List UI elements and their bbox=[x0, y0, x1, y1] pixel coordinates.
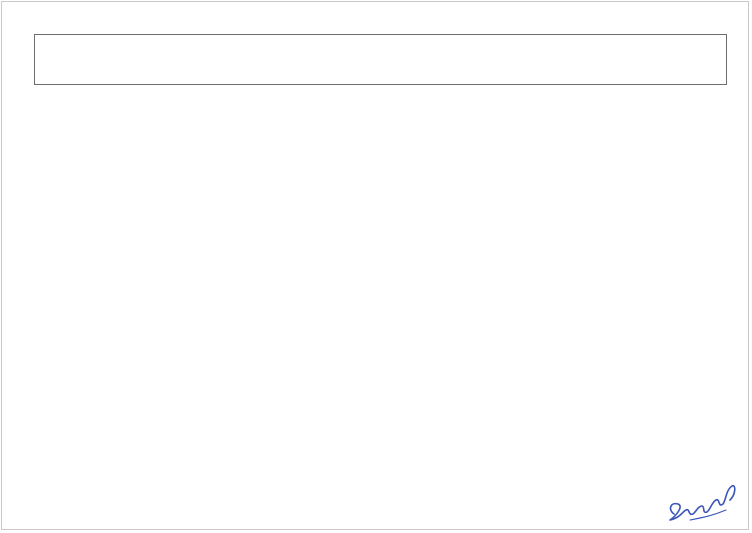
events-table bbox=[34, 34, 727, 85]
signature bbox=[660, 476, 744, 530]
section-header bbox=[35, 35, 727, 85]
section-title bbox=[35, 35, 727, 85]
section-row bbox=[35, 35, 727, 85]
